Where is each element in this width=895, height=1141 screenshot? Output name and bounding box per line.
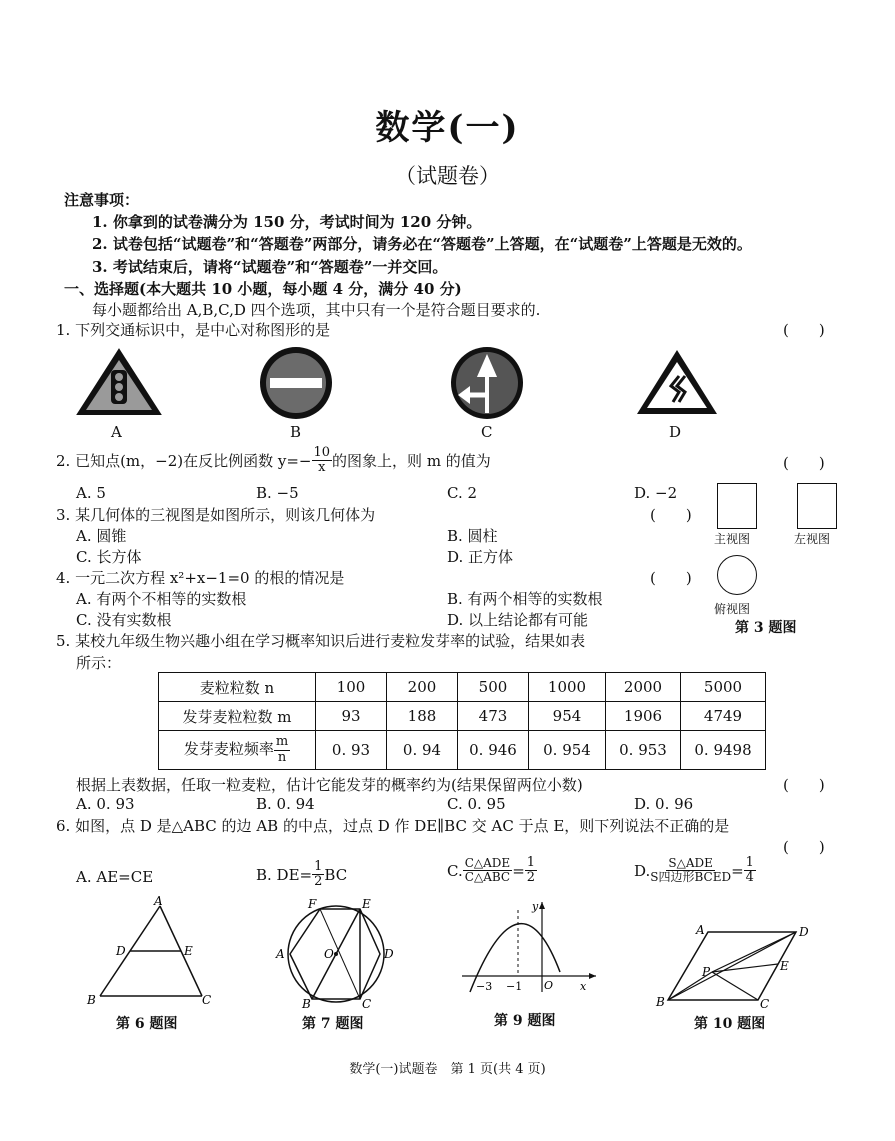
notice-item-2: 2. 试卷包括“试题卷”和“答题卷”两部分，请务必在“答题卷”上答题，在“试题卷”上答题是无效的。 bbox=[92, 235, 752, 253]
q2-frac-num: 10 bbox=[313, 445, 331, 460]
q5-option-b: B. 0. 94 bbox=[256, 795, 315, 813]
table-cell: 2000 bbox=[606, 673, 681, 702]
q3-side-view-label: 左视图 bbox=[794, 532, 831, 546]
label: B bbox=[302, 997, 311, 1010]
table-cell: 1000 bbox=[529, 673, 606, 702]
q5-answer-paren: ( ) bbox=[783, 776, 825, 794]
sign-c-arrows bbox=[444, 345, 530, 421]
table-cell: 0. 9498 bbox=[681, 731, 766, 770]
frac-den: S四边形BCED bbox=[650, 870, 732, 885]
label: D bbox=[384, 947, 394, 961]
q3-front-view bbox=[717, 483, 757, 529]
q6-optc-frac bbox=[463, 857, 512, 884]
q6-optd-pre: D. bbox=[634, 861, 651, 880]
frac-num: C△ADE bbox=[464, 856, 511, 871]
label: −3 bbox=[476, 980, 493, 993]
table-cell: 0. 93 bbox=[316, 731, 387, 770]
page-title: 数学(一) bbox=[375, 108, 520, 148]
q1-label-c: C bbox=[481, 423, 493, 441]
q6-option-b bbox=[256, 860, 347, 890]
q1-label-a: A bbox=[111, 423, 122, 441]
figure-q9-caption: 第 9 题图 bbox=[494, 1013, 556, 1029]
label: B bbox=[87, 993, 96, 1007]
page-footer: 数学(一)试题卷 第 1 页(共 4 页) bbox=[349, 1062, 546, 1077]
table-cell: 473 bbox=[458, 702, 529, 731]
label: x bbox=[580, 980, 587, 993]
q6-optb-frac bbox=[312, 860, 324, 890]
q3-figure-caption: 第 3 题图 bbox=[735, 620, 797, 636]
q6-optd-eq: = bbox=[731, 861, 744, 880]
q5-question: 根据上表数据，任取一粒麦粒，估计它能发芽的概率约为(结果保留两位小数) bbox=[76, 776, 583, 794]
frac-num: S△ADE bbox=[668, 856, 713, 871]
notice-item-3: 3. 考试结束后，请将“试题卷”和“答题卷”一并交回。 bbox=[92, 258, 448, 276]
table-row2-label: 发芽麦粒粒数 m bbox=[159, 702, 316, 731]
notice-heading: 注意事项： bbox=[64, 191, 140, 209]
q4-option-d: D. 以上结论都有可能 bbox=[447, 611, 589, 629]
q6-option-d bbox=[634, 856, 756, 886]
frac-den: n bbox=[277, 749, 287, 765]
figure-q9-parabola bbox=[456, 896, 606, 996]
q4-answer-paren: ( ) bbox=[650, 569, 692, 587]
figure-q10-parallelogram bbox=[654, 918, 824, 1010]
figure-q7-caption: 第 7 题图 bbox=[302, 1016, 364, 1032]
notice-item-1: 1. 你拿到的试卷满分为 150 分，考试时间为 120 分钟。 bbox=[92, 213, 482, 231]
q4-stem: 4. 一元二次方程 x²+x−1=0 的根的情况是 bbox=[56, 569, 345, 587]
q6-optb-pre: B. DE= bbox=[256, 865, 313, 884]
q6-optc-pre: C. bbox=[447, 861, 463, 880]
frac-den: 2 bbox=[526, 870, 536, 886]
q5-option-c: C. 0. 95 bbox=[447, 795, 506, 813]
frac-den: C△ABC bbox=[464, 870, 511, 885]
table-cell: 4749 bbox=[681, 702, 766, 731]
q6-optb-post: BC bbox=[324, 865, 348, 884]
label: O bbox=[324, 947, 334, 961]
figure-q7-circle bbox=[272, 896, 402, 1010]
label: E bbox=[184, 944, 193, 958]
q3-option-b: B. 圆柱 bbox=[447, 527, 498, 545]
table-cell: 954 bbox=[529, 702, 606, 731]
label: D bbox=[799, 925, 809, 939]
q2-option-d: D. −2 bbox=[634, 484, 678, 502]
q5-option-d: D. 0. 96 bbox=[634, 795, 694, 813]
figure-q10-caption: 第 10 题图 bbox=[694, 1016, 766, 1032]
label: A bbox=[154, 896, 163, 908]
frac-num: 1 bbox=[526, 855, 536, 870]
sign-d-winding-road-warning bbox=[633, 346, 721, 418]
table-row1-label: 麦粒粒数 n bbox=[159, 673, 316, 702]
q1-stem: 1. 下列交通标识中，是中心对称图形的是 bbox=[56, 321, 331, 339]
q2-option-b: B. −5 bbox=[256, 484, 299, 502]
q2-option-c: C. 2 bbox=[447, 484, 478, 502]
label: C bbox=[202, 993, 212, 1007]
table-cell: 1906 bbox=[606, 702, 681, 731]
q2-answer-paren: ( ) bbox=[783, 454, 825, 472]
table-cell: 0. 946 bbox=[458, 731, 529, 770]
q3-option-d: D. 正方体 bbox=[447, 548, 514, 566]
sign-a-traffic-light-warning bbox=[74, 346, 164, 418]
label: −1 bbox=[506, 980, 523, 993]
figure-q6-caption: 第 6 题图 bbox=[116, 1016, 178, 1032]
figure-q6-triangle bbox=[84, 896, 224, 1008]
table-row3-fraction bbox=[274, 735, 290, 765]
table-cell: 0. 954 bbox=[529, 731, 606, 770]
q3-option-a: A. 圆锥 bbox=[76, 527, 127, 545]
q3-option-c: C. 长方体 bbox=[76, 548, 142, 566]
label: A bbox=[276, 947, 285, 961]
q3-front-view-label: 主视图 bbox=[714, 532, 751, 546]
q6-stem: 6. 如图，点 D 是△ABC 的边 AB 的中点，过点 D 作 DE∥BC 交 AC 于点 E，则下列说法不正确的是 bbox=[56, 817, 730, 835]
q5-data-table bbox=[158, 672, 766, 770]
table-cell: 500 bbox=[458, 673, 529, 702]
label: P bbox=[702, 965, 711, 979]
q5-stem-line2: 所示： bbox=[76, 654, 122, 672]
q2-stem-post: 的图象上，则 m 的值为 bbox=[332, 452, 491, 471]
table-cell: 0. 94 bbox=[387, 731, 458, 770]
label: E bbox=[362, 897, 371, 911]
label: D bbox=[116, 944, 126, 958]
label: y bbox=[532, 900, 539, 913]
section1-instruction: 每小题都给出 A,B,C,D 四个选项，其中只有一个是符合题目要求的. bbox=[92, 301, 541, 319]
frac-den: 2 bbox=[314, 874, 323, 890]
q5-stem-line1: 5. 某校九年级生物兴趣小组在学习概率知识后进行麦粒发芽率的试验，结果如表 bbox=[56, 632, 586, 650]
table-cell: 100 bbox=[316, 673, 387, 702]
frac-num: 1 bbox=[314, 859, 323, 874]
q6-option-a: A. AE=CE bbox=[76, 868, 154, 886]
q6-optd-rfrac bbox=[744, 856, 756, 886]
label: E bbox=[780, 959, 789, 973]
table-cell: 5000 bbox=[681, 673, 766, 702]
q4-option-c: C. 没有实数根 bbox=[76, 611, 172, 629]
q4-option-a: A. 有两个不相等的实数根 bbox=[76, 590, 247, 608]
q2-fraction bbox=[312, 446, 333, 476]
q6-optd-frac bbox=[650, 857, 731, 884]
q2-stem bbox=[56, 446, 491, 476]
q3-top-view-label: 俯视图 bbox=[714, 602, 751, 616]
q3-top-view bbox=[717, 555, 757, 595]
q2-frac-den: x bbox=[318, 460, 326, 476]
section1-heading: 一、选择题(本大题共 10 小题，每小题 4 分，满分 40 分) bbox=[64, 280, 462, 298]
q2-option-a: A. 5 bbox=[76, 484, 106, 502]
q2-stem-pre: 2. 已知点(m，−2)在反比例函数 y=− bbox=[56, 452, 312, 471]
q1-answer-paren: ( ) bbox=[783, 321, 825, 339]
frac-num: m bbox=[275, 734, 289, 750]
q4-option-b: B. 有两个相等的实数根 bbox=[447, 590, 603, 608]
q6-answer-paren: ( ) bbox=[783, 838, 825, 856]
table-cell: 93 bbox=[316, 702, 387, 731]
label: C bbox=[362, 997, 372, 1010]
table-row3-label-text: 发芽麦粒频率 bbox=[183, 740, 274, 758]
q5-option-a: A. 0. 93 bbox=[76, 795, 135, 813]
q6-optc-eq: = bbox=[512, 861, 525, 880]
label: B bbox=[656, 995, 665, 1009]
q6-option-c bbox=[447, 856, 537, 886]
q3-stem: 3. 某几何体的三视图是如图所示，则该几何体为 bbox=[56, 506, 376, 524]
page-subtitle: （试题卷） bbox=[395, 164, 500, 188]
label: F bbox=[308, 897, 317, 911]
label: C bbox=[760, 997, 770, 1010]
frac-num: 1 bbox=[745, 855, 754, 870]
sign-b-no-entry bbox=[253, 345, 339, 421]
table-cell: 200 bbox=[387, 673, 458, 702]
q6-optc-rfrac bbox=[525, 856, 537, 886]
q1-label-b: B bbox=[290, 423, 302, 441]
q3-side-view bbox=[797, 483, 837, 529]
q1-label-d: D bbox=[669, 423, 682, 441]
table-row3-label bbox=[159, 731, 316, 770]
label: A bbox=[696, 923, 705, 937]
q3-answer-paren: ( ) bbox=[650, 506, 692, 524]
table-cell: 0. 953 bbox=[606, 731, 681, 770]
frac-den: 4 bbox=[745, 870, 754, 886]
table-cell: 188 bbox=[387, 702, 458, 731]
label: O bbox=[544, 979, 554, 992]
